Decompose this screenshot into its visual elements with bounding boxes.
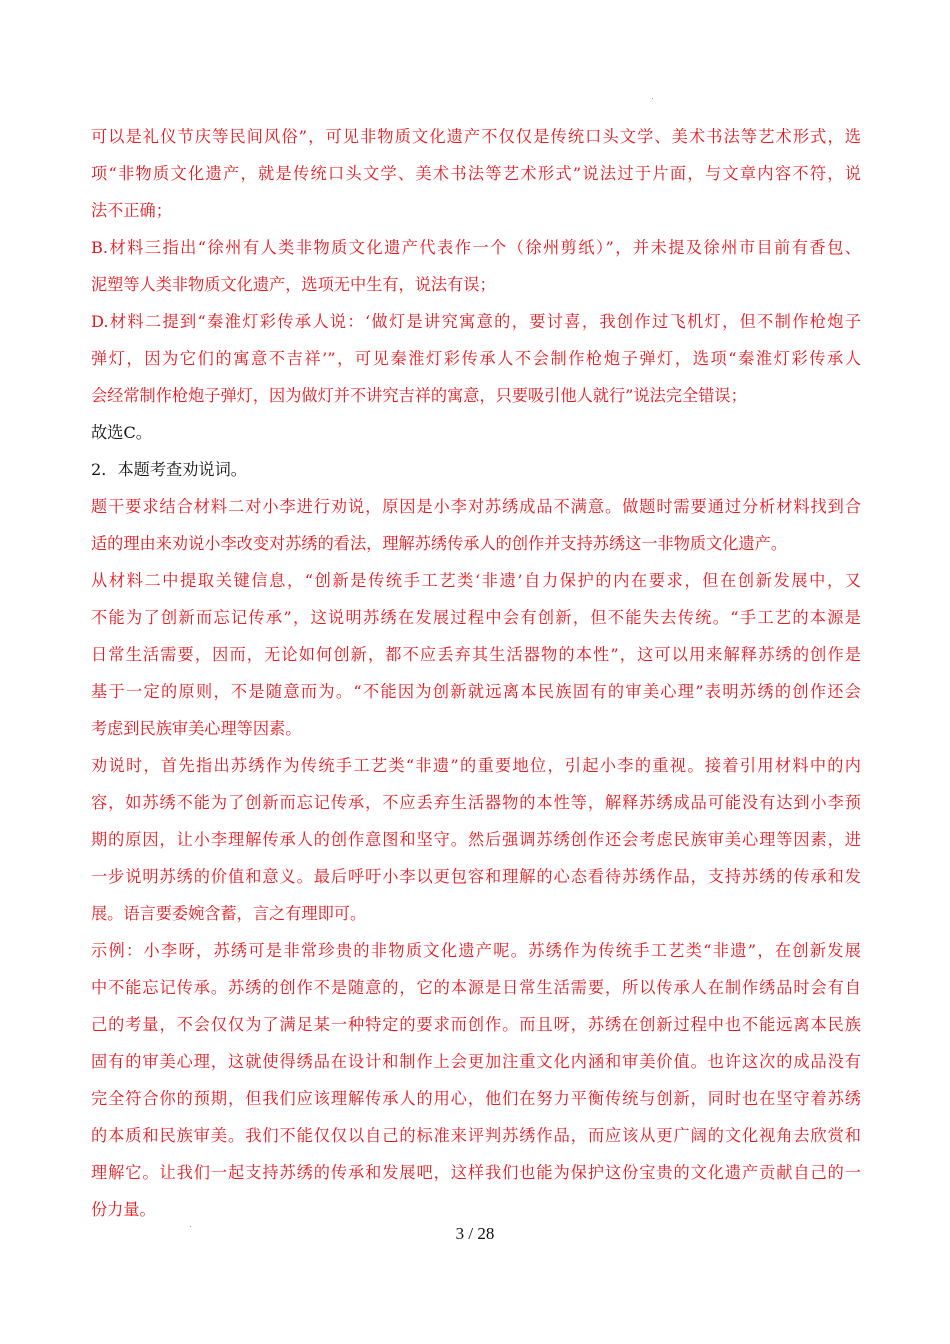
- text-line: 期的原因，让小李理解传承人的创作意图和坚守。然后强调苏绣创作还会考虑民族审美心理等因素，进: [91, 830, 861, 849]
- text-line: 适的理由来劝说小李改变对苏绣的看法，理解苏绣传承人的创作并支持苏绣这一非物质文化遗产。: [91, 534, 788, 553]
- text-line: 己的考量，不会仅仅为了满足某一种特定的要求而创作。而且呀，苏绣在创新过程中也不能远离本民族: [91, 1015, 861, 1034]
- text-line: 份力量。: [91, 1200, 156, 1219]
- text-line: 法不正确；: [91, 201, 172, 220]
- text-line: 理解它。让我们一起支持苏绣的传承和发展吧，这样我们也能为保护这份宝贵的文化遗产贡献自己的一: [91, 1163, 861, 1182]
- text-line: 完全符合你的预期，但我们应该理解传承人的用心，他们在努力平衡传统与创新，同时也在坚守着苏绣: [91, 1089, 861, 1108]
- text-line: 日常生活需要，因而，无论如何创新，都不应丢弃其生活器物的本性”，这可以用来解释苏绣的创作是: [91, 645, 861, 664]
- text-line: 不能为了创新而忘记传承”，这说明苏绣在发展过程中会有创新，但不能失去传统。“手工艺的本源是: [91, 608, 861, 627]
- text-line: 示例：小李呀，苏绣可是非常珍贵的非物质文化遗产呢。苏绣作为传统手工艺类“非遗”，在创新发展: [91, 941, 861, 960]
- text-line: 考虑到民族审美心理等因素。: [91, 719, 302, 738]
- page-number: 3 / 28: [455, 1224, 495, 1243]
- text-line: 2．本题考查劝说词。: [91, 460, 247, 479]
- text-line: 从材料二中提取关键信息，“创新是传统手工艺类‘非遗’自力保护的内在要求，但在创新发展中，又: [91, 571, 861, 590]
- text-line: D.材料二提到“秦淮灯彩传承人说：‘做灯是讲究寓意的，要讨喜，我创作过飞机灯，但不制作枪炮子: [91, 312, 861, 331]
- text-line: 固有的审美心理，这就使得绣品在设计和制作上会更加注重文化内涵和审美价值。也许这次的成品没有: [91, 1052, 861, 1071]
- text-line: 基于一定的原则，不是随意而为。“不能因为创新就远离本民族固有的审美心理”表明苏绣的创作还会: [91, 682, 861, 701]
- text-line: 一步说明苏绣的价值和意义。最后呼吁小李以更包容和理解的心态看待苏绣作品，支持苏绣的传承和发: [91, 867, 861, 886]
- text-line: 容，如苏绣不能为了创新而忘记传承，不应丢弃生活器物的本性等，解释苏绣成品可能没有达到小李预: [91, 793, 861, 812]
- text-line: 的本质和民族审美。我们不能仅仅以自己的标准来评判苏绣作品，而应该从更广阔的文化视角去欣赏和: [91, 1126, 861, 1145]
- text-line: 弹灯，因为它们的寓意不吉祥’”，可见秦淮灯彩传承人不会制作枪炮子弹灯，选项“秦淮灯彩传承人: [91, 349, 861, 368]
- text-line: 展。语言要委婉含蓄，言之有理即可。: [91, 904, 367, 923]
- text-line: 项“非物质文化遗产，就是传统口头文学、美术书法等艺术形式”说法过于片面，与文章内容不符，说: [91, 164, 861, 183]
- text-line: 会经常制作枪炮子弹灯，因为做灯并不讲究吉祥的寓意，只要吸引他人就行”说法完全错误；: [91, 386, 747, 405]
- text-line: 可以是礼仪节庆等民间风俗”，可见非物质文化遗产不仅仅是传统口头文学、美术书法等艺术形式，选: [91, 127, 861, 146]
- text-line: 劝说时，首先指出苏绣作为传统手工艺类“非遗”的重要地位，引起小李的重视。接着引用材料中的内: [91, 756, 861, 775]
- scan-dot: [652, 98, 653, 99]
- text-line: 故选C。: [91, 423, 152, 442]
- text-line: 中不能忘记传承。苏绣的创作不是随意的，它的本源是日常生活需要，所以传承人在制作绣品时会有自: [91, 978, 861, 997]
- answer-text-block: [91, 118, 861, 1228]
- text-line: B.材料三指出“徐州有人类非物质文化遗产代表作一个（徐州剪纸）”，并未提及徐州市目前有香包、: [91, 238, 861, 257]
- text-line: 泥塑等人类非物质文化遗产，选项无中生有，说法有误；: [91, 275, 496, 294]
- text-line: 题干要求结合材料二对小李进行劝说，原因是小李对苏绣成品不满意。做题时需要通过分析材料找到合: [91, 497, 861, 516]
